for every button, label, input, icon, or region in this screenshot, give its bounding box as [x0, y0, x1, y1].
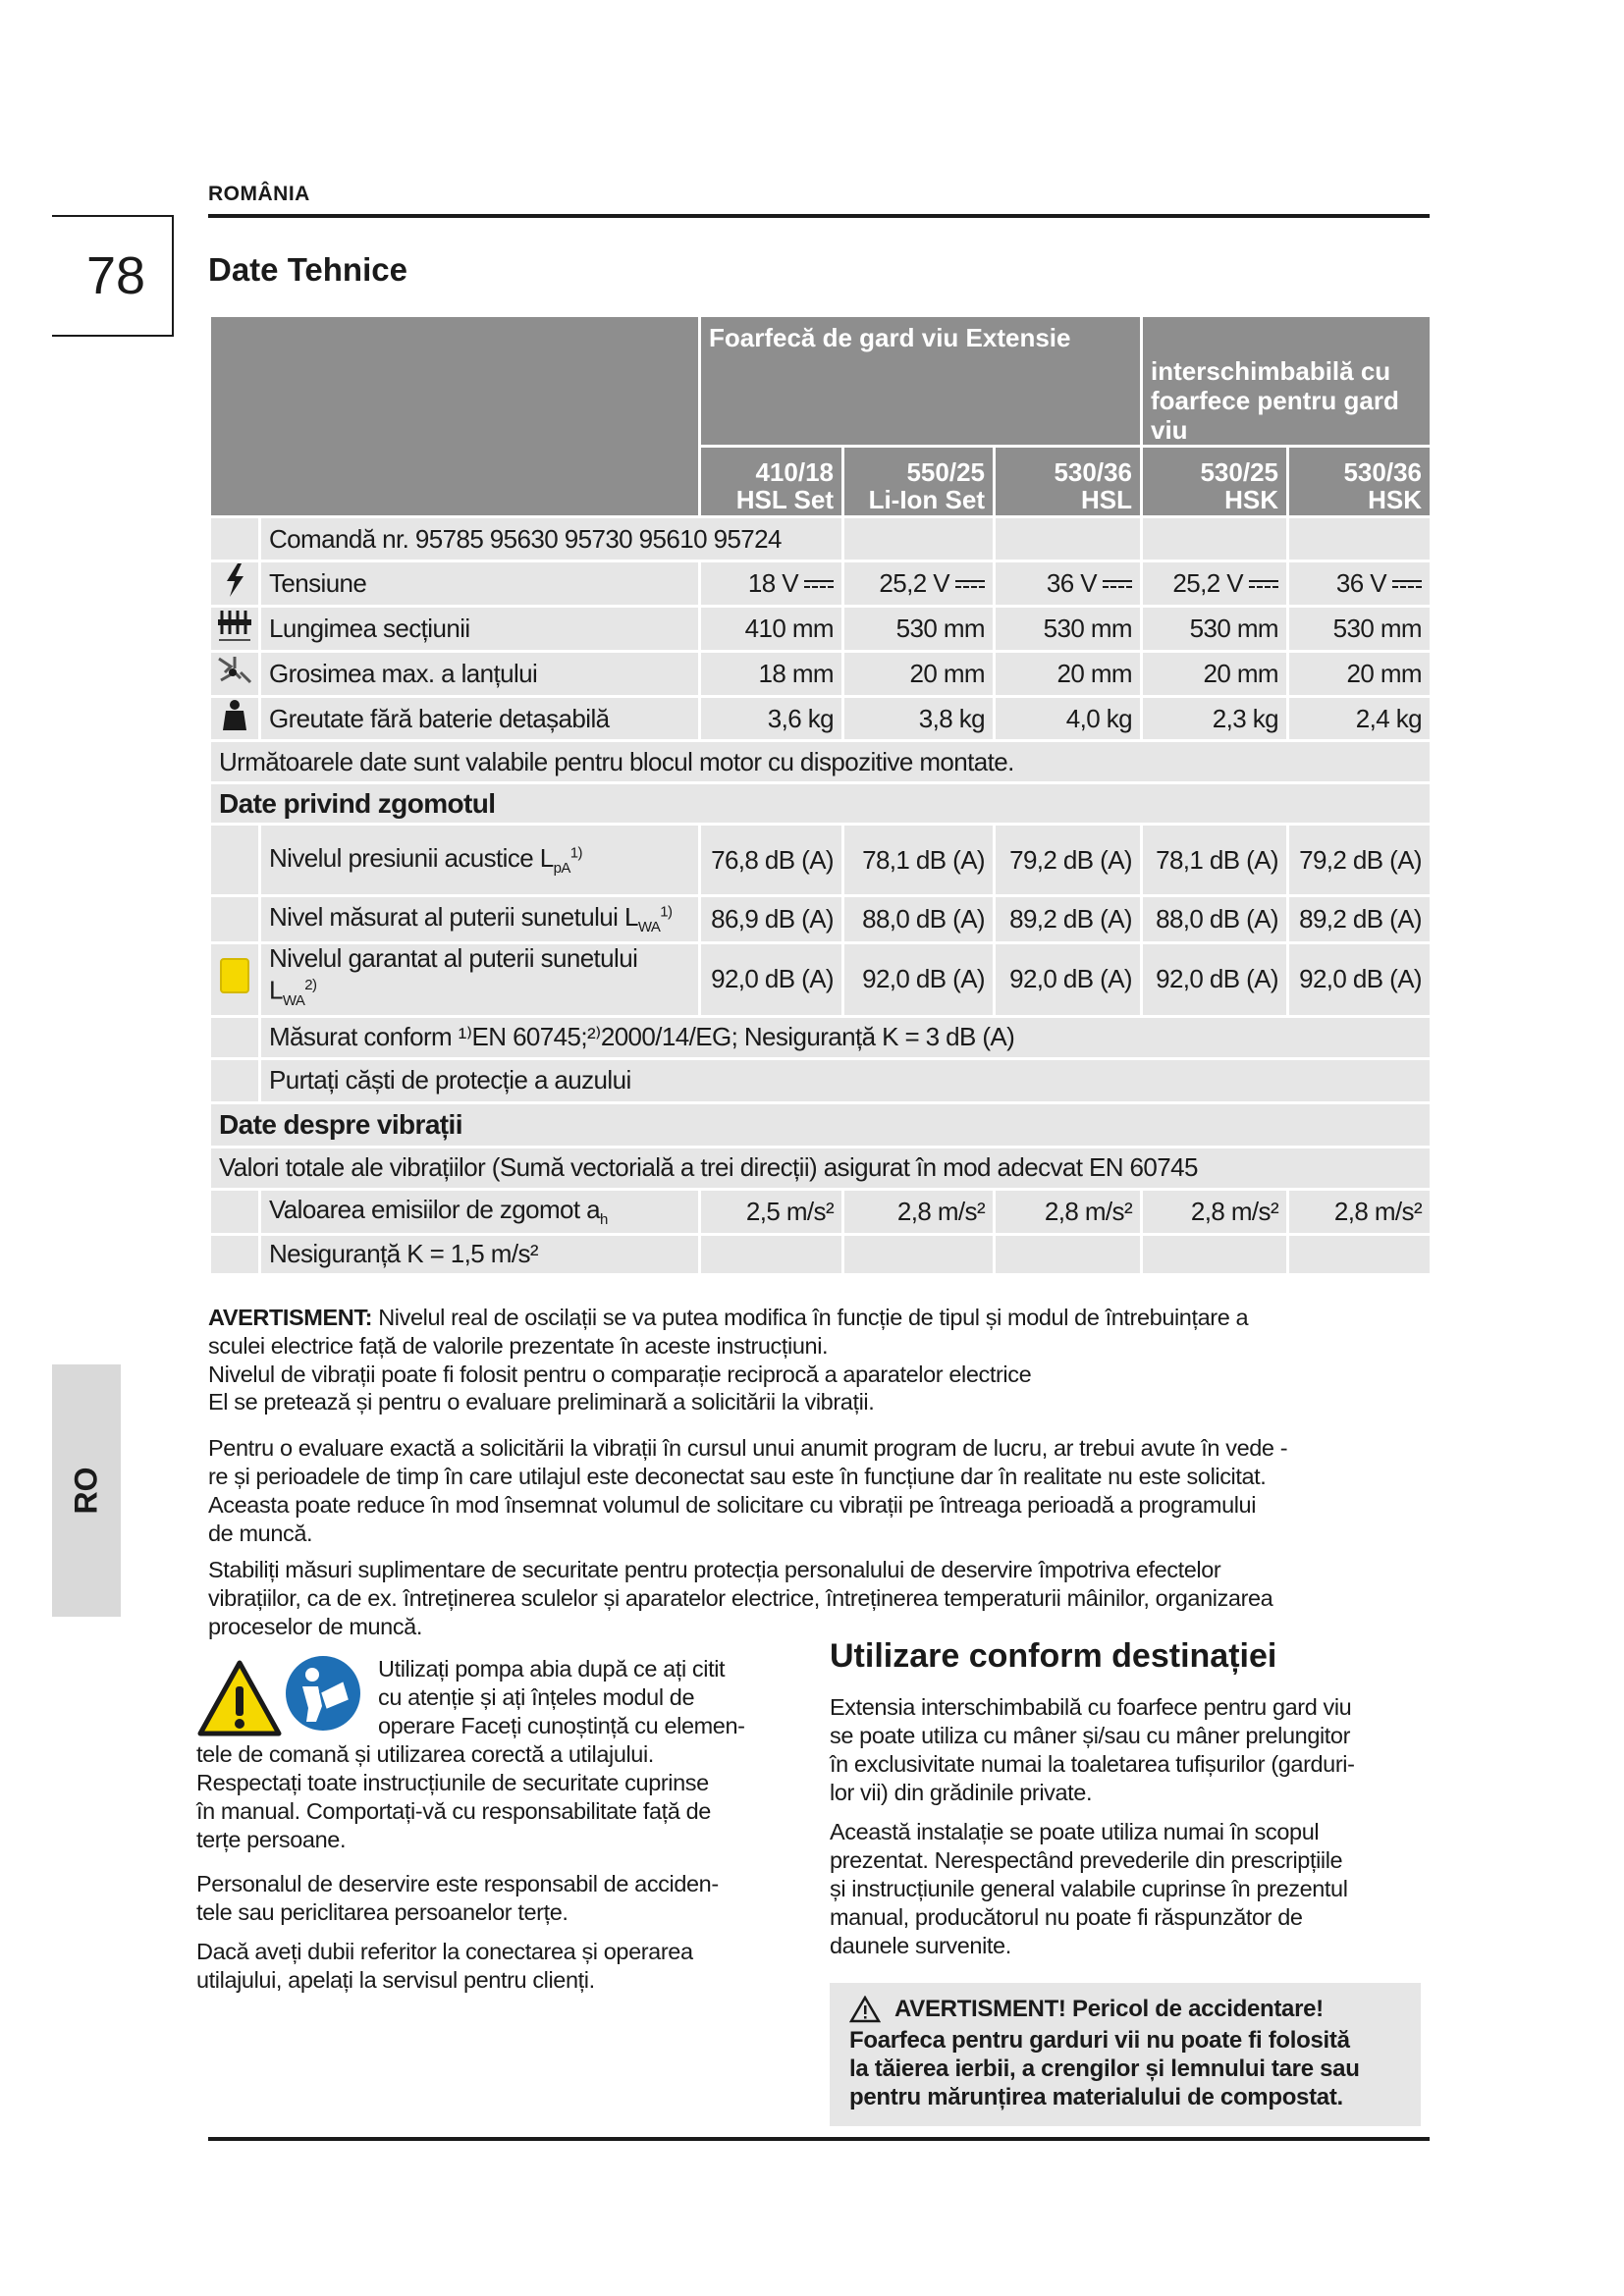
spec-value: [995, 652, 1142, 697]
warning-box-text: Foarfeca pentru garduri vii nu poate fi folosită la tăierea ierbii, a crengilor și lemnului tare sau pentru mărunțirea materialului de compostat.: [849, 2027, 1360, 2110]
empty-cell: [700, 1234, 843, 1274]
text: 530/25: [1200, 457, 1278, 487]
text: RO: [68, 1467, 104, 1515]
spec-value: [1142, 607, 1288, 652]
warning-label: AVERTISMENT:: [208, 1305, 373, 1330]
spec-value: [995, 561, 1142, 607]
noise-row: [210, 825, 1432, 896]
dc-symbol-icon: [1392, 580, 1422, 590]
text: 530 mm: [1332, 614, 1422, 643]
empty-cell: [210, 1016, 260, 1058]
blank-icon-cell: [210, 825, 260, 896]
vibration-value: 2,8 m/s²: [1288, 1189, 1432, 1234]
text: 410 mm: [744, 614, 834, 643]
noise-value: 79,2 dB (A): [995, 825, 1142, 896]
safety-para-3: Dacă aveți dubii referitor la conectarea și operarea utilajului, apelați la servisul pentru clienți.: [196, 1939, 693, 1993]
text: HSL: [1081, 485, 1132, 514]
empty-cell: [995, 517, 1142, 561]
vibration-value: 2,8 m/s²: [995, 1189, 1142, 1234]
noise-value: 92,0 dB (A): [700, 943, 843, 1017]
vibration-warning: [208, 1304, 1435, 1389]
spec-label: Grosimea max. a lanțului: [260, 652, 700, 697]
vibration-value: 2,8 m/s²: [1142, 1189, 1288, 1234]
spec-label: Lungimea secțiunii: [260, 607, 700, 652]
text: 20 mm: [1056, 659, 1132, 688]
text: 2,3 kg: [1212, 703, 1278, 733]
text: 20 mm: [1203, 659, 1278, 688]
technical-data-table: [208, 314, 1433, 1276]
text: 18 mm: [758, 659, 834, 688]
branch-thickness-icon: [210, 652, 260, 697]
text: HSK: [1368, 485, 1422, 514]
safety-para-intro: Utilizați pompa abia după ce ați citit cu atenție și ați înțeles modul de operare Faceți cunoștință cu elemen-: [378, 1656, 745, 1738]
country-label: ROMÂNIA: [208, 183, 310, 205]
noise-value: 92,0 dB (A): [1288, 943, 1432, 1017]
blank-icon-cell: [210, 896, 260, 943]
spec-value: [1142, 697, 1288, 741]
group-header-extension: Foarfecă de gard viu Extensie: [700, 316, 1142, 447]
top-divider: [208, 214, 1430, 218]
text: 25,2 V: [1172, 568, 1243, 598]
empty-cell: [1142, 517, 1288, 561]
noise-label-icon: [210, 943, 260, 1017]
spec-value: [700, 697, 843, 741]
ear-protection-note: Purtați căști de protecție a auzului: [260, 1058, 1432, 1102]
noise-value: 79,2 dB (A): [1288, 825, 1432, 896]
accident-warning-box: [830, 1983, 1421, 2126]
spec-value: [700, 652, 843, 697]
text: 36 V: [1335, 568, 1386, 598]
text: 2): [304, 977, 317, 993]
text: 3,6 kg: [767, 703, 834, 733]
page-number: 78: [52, 215, 174, 337]
text: 20 mm: [909, 659, 985, 688]
spec-row: [210, 607, 1432, 652]
text: WA: [637, 919, 661, 936]
text: Nivelul presiunii acustice L: [269, 842, 554, 873]
model-header: [700, 447, 843, 517]
spec-value: [995, 697, 1142, 741]
spec-value: [1288, 697, 1432, 741]
blade-length-icon: [210, 607, 260, 652]
text: 550/25: [906, 457, 985, 487]
text: 410/18: [755, 457, 834, 487]
empty-cell: [843, 1234, 995, 1274]
text: L: [269, 975, 283, 1005]
noise-row: [210, 896, 1432, 943]
noise-label: [260, 896, 700, 943]
weight-icon: [210, 697, 260, 741]
text: 25,2 V: [879, 568, 949, 598]
text: HSL Set: [735, 485, 834, 514]
noise-value: 78,1 dB (A): [843, 825, 995, 896]
warning-box-title: AVERTISMENT! Pericol de accidentare!: [894, 1996, 1324, 2022]
text: 530 mm: [1189, 614, 1278, 643]
spec-row: [210, 652, 1432, 697]
text: h: [600, 1211, 608, 1229]
bottom-divider: [208, 2137, 1430, 2141]
vibration-section-title: Date despre vibrații: [210, 1102, 1432, 1147]
noise-section-title: Date privind zgomotul: [210, 783, 1432, 825]
text: Nivelul real de oscilații se va putea modifica în funcție de tipul și modul de întrebuințare a sculei electrice față de valorile prezentate în aceste instrucțiuni. Nivelul de vibrații poate fi folosit pentru o comparație reciprocă a aparatelor electrice: [208, 1305, 1249, 1387]
model-header: [1142, 447, 1288, 517]
spec-row: [210, 561, 1432, 607]
noise-value: 86,9 dB (A): [700, 896, 843, 943]
spec-value: [995, 607, 1142, 652]
measured-note: Măsurat conform ¹⁾EN 60745;²⁾2000/14/EG; Nesiguranță K = 3 dB (A): [260, 1016, 1432, 1058]
empty-cell: [1288, 517, 1432, 561]
empty-cell: [210, 1234, 260, 1274]
page-title: Date Tehnice: [208, 251, 407, 288]
model-header: [995, 447, 1142, 517]
empty-cell: [843, 517, 995, 561]
empty-cell: [995, 1234, 1142, 1274]
empty-cell: [210, 1189, 260, 1234]
empty-cell: [1288, 1234, 1432, 1274]
safety-para-1: tele de comană și utilizarea corectă a utilajului. Respectați toate instrucțiunile de securitate cuprinse în manual. Comportați-vă cu responsabilitate față de terțe persoane.: [196, 1741, 711, 1852]
text: 530 mm: [1043, 614, 1132, 643]
noise-value: 92,0 dB (A): [1142, 943, 1288, 1017]
group-header-interchangeable: interschimbabilă cu foarfece pentru gard viu: [1142, 316, 1432, 447]
noise-value: 78,1 dB (A): [1142, 825, 1288, 896]
spec-value: [843, 607, 995, 652]
model-header: [1288, 447, 1432, 517]
spec-label: Greutate fără baterie detașabilă: [260, 697, 700, 741]
text: 530/36: [1343, 457, 1422, 487]
noise-value: 89,2 dB (A): [1288, 896, 1432, 943]
noise-label: [260, 943, 700, 1017]
text: 530/36: [1054, 457, 1132, 487]
text: Nivel măsurat al puterii sunetului L: [269, 902, 638, 933]
vibration-para-3: Pentru o evaluare exactă a solicitării la vibrații în cursul unui anumit program de lucru, ar trebui avute în vede - re și perioadele de timp în care utilajul este deconectat sau este în funcțiune dar în realitate nu este solicitat. Aceasta poate reduce în mod însemnat volumul de solicitare cu vibrații pe întreaga perioadă a programului de muncă.: [208, 1435, 1288, 1546]
text: 4,0 kg: [1065, 703, 1132, 733]
blank-icon-cell: [210, 517, 260, 561]
spec-value: [1142, 561, 1288, 607]
dc-symbol-icon: [1249, 580, 1278, 590]
text: WA: [282, 991, 305, 1009]
text: Nivelul garantat al puterii sunetului: [269, 943, 638, 973]
noise-value: 88,0 dB (A): [843, 896, 995, 943]
spec-value: [843, 697, 995, 741]
spec-value: [1288, 561, 1432, 607]
header-blank: [210, 316, 700, 517]
dc-symbol-icon: [1103, 580, 1132, 590]
text: 530 mm: [895, 614, 985, 643]
text: Valoarea emisiilor de zgomot a: [269, 1195, 601, 1225]
model-header: [843, 447, 995, 517]
text: 36 V: [1046, 568, 1097, 598]
spec-value: [843, 652, 995, 697]
intended-use-para-1: Extensia interschimbabilă cu foarfece pentru gard viu se poate utiliza cu mâner și/sau cu mâner prelungitor în exclusivitate numai la toaletarea tufișurilor (garduri- lor vii) din grădinile private.: [830, 1694, 1355, 1805]
noise-value: 76,8 dB (A): [700, 825, 843, 896]
spec-row: [210, 697, 1432, 741]
vibration-label: [260, 1189, 700, 1234]
language-side-tab: [52, 1364, 121, 1617]
spec-label: Tensiune: [260, 561, 700, 607]
text: HSK: [1224, 485, 1278, 514]
warning-outline-icon: [849, 1996, 881, 2023]
vibration-value: 2,8 m/s²: [843, 1189, 995, 1234]
noise-row: [210, 943, 1432, 1017]
spec-value: [1142, 652, 1288, 697]
spec-value: [1288, 652, 1432, 697]
spec-value: [1288, 607, 1432, 652]
intended-use-para-2: Această instalație se poate utiliza numai în scopul prezentat. Nerespectând prevederile din prescripțiile și instrucțiunile general valabile cuprinse în prezentul manual, producătorul nu poate fi răspunzător de daunele survenite.: [830, 1819, 1348, 1958]
vibration-value: 2,5 m/s²: [700, 1189, 843, 1234]
vibration-note: Valori totale ale vibrațiilor (Sumă vectorială a trei direcții) asigurat în mod adecvat EN 60745: [210, 1147, 1432, 1189]
dc-symbol-icon: [804, 580, 834, 590]
noise-value: 88,0 dB (A): [1142, 896, 1288, 943]
lightning-icon: [210, 561, 260, 607]
text: 2,4 kg: [1355, 703, 1422, 733]
intended-use-title: Utilizare conform destinației: [830, 1637, 1277, 1675]
empty-cell: [210, 1058, 260, 1102]
vibration-para-4: Stabiliți măsuri suplimentare de securitate pentru protecția personalului de deservire împotriva efectelor vibrațiilor, ca de ex. întreținerea sculelor și aparatelor electrice, întreținerea temperaturii mâinilor, organizarea proceselor de muncă.: [208, 1557, 1273, 1639]
spec-value: [843, 561, 995, 607]
empty-cell: [1142, 1234, 1288, 1274]
vibration-para-2: El se pretează și pentru o evaluare preliminară a solicitării la vibrații.: [208, 1389, 875, 1415]
text: Li-Ion Set: [868, 485, 985, 514]
text: pA: [553, 860, 570, 878]
text: 20 mm: [1346, 659, 1422, 688]
spec-value: [700, 607, 843, 652]
motor-note: Următoarele date sunt valabile pentru blocul motor cu dispozitive montate.: [210, 741, 1432, 783]
noise-label: [260, 825, 700, 896]
order-number: Comandă nr. 95785 95630 95730 95610 95724: [260, 517, 843, 561]
spec-value: [700, 561, 843, 607]
warning-triangle-icon: [196, 1659, 283, 1737]
noise-value: 89,2 dB (A): [995, 896, 1142, 943]
text: 18 V: [747, 568, 798, 598]
dc-symbol-icon: [955, 580, 985, 590]
text: 1): [660, 903, 673, 921]
noise-value: 92,0 dB (A): [843, 943, 995, 1017]
text: 3,8 kg: [918, 703, 985, 733]
noise-value: 92,0 dB (A): [995, 943, 1142, 1017]
safety-para-2: Personalul de deservire este responsabil de acciden- tele sau periclitarea persoanelor terțe.: [196, 1871, 719, 1925]
vibration-uncertainty: Nesiguranță K = 1,5 m/s²: [260, 1234, 700, 1274]
read-manual-icon: [285, 1655, 361, 1732]
text: 1): [569, 844, 582, 862]
